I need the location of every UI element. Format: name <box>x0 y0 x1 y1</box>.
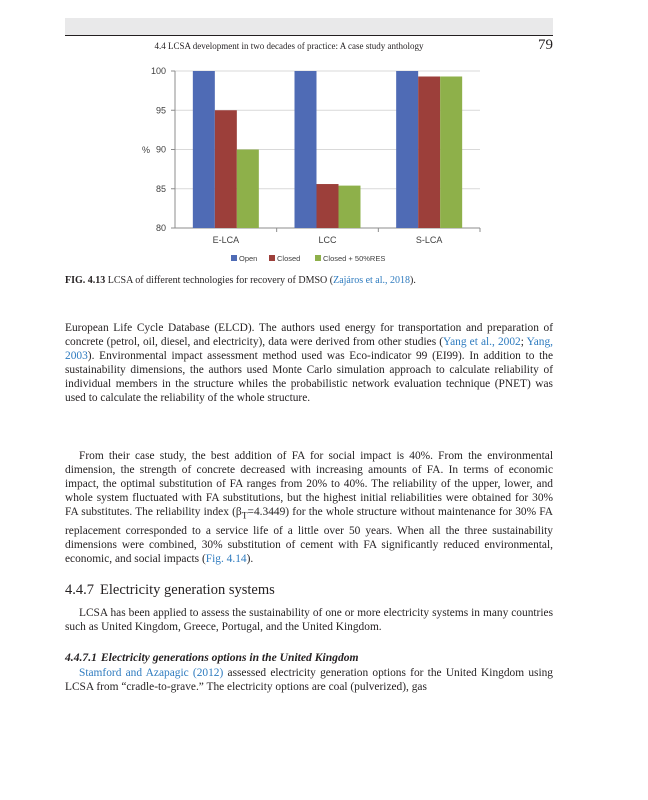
paragraph-1 <box>65 321 553 406</box>
y-tick-label-85: 85 <box>155 183 166 194</box>
page-number: 79 <box>538 37 553 53</box>
bar-s-lca-open <box>396 71 418 228</box>
para1-text-b: ). Environmental impact assessment method used was Eco-indicator 99 (EI99). In addition to the sustainability dimensions, the authors used Monte Carlo simulation approach to calculate reliability of individual members in the structure whiles the probabilistic network evaluation technique (PNET) was used to calculate the reliability of the whole structure. <box>65 350 553 405</box>
caption-citation-link[interactable]: Zajáros et al., 2018 <box>333 275 411 286</box>
para2-text-c: ). <box>246 552 254 565</box>
subsection-title: Electricity generations options in the United Kingdom <box>100 651 359 664</box>
citation-yang-2002[interactable]: Yang et al., 2002 <box>443 336 521 349</box>
y-tick-label-90: 90 <box>155 144 166 155</box>
subsection-number: 4.4.7.1 <box>65 651 97 664</box>
subsection-heading <box>65 651 359 664</box>
caption-end: ). <box>410 275 416 286</box>
figure-caption <box>65 275 416 286</box>
x-tick-label-e-lca: E-LCA <box>212 235 240 245</box>
paragraph-4 <box>65 666 553 694</box>
para1-sep: ; <box>520 336 527 349</box>
bar-e-lca-closed <box>215 110 237 228</box>
paragraph-3 <box>65 606 553 634</box>
section-number: 4.4.7 <box>65 582 94 598</box>
y-tick-label-100: 100 <box>150 66 166 76</box>
paragraph-2 <box>65 449 553 566</box>
bar-s-lca-closed-50-res <box>440 76 462 228</box>
running-head: 4.4 LCSA development in two decades of practice: A case study anthology <box>154 41 424 51</box>
bar-lcc-open <box>295 71 317 228</box>
figure-label: FIG. 4.13 <box>65 275 106 286</box>
para4-text: assessed electricity generation options for the United Kingdom using LCSA from “cradle-to-grave.” The electricity options are coal (pulverized), gas <box>65 667 554 694</box>
bar-chart <box>0 0 648 290</box>
para2-text-b: =4.3449) for the whole structure without maintenance for 30% FA replacement corresponded to a service life of a little over 50 years. When all the three sustainability dimensions were combined, 30% substitution of cement with FA significantly reduced environmental, economic, and social impacts ( <box>65 506 553 565</box>
figure-ref-link[interactable]: Fig. 4.14 <box>205 552 247 565</box>
caption-text: LCSA of different technologies for recovery of DMSO ( <box>107 275 334 286</box>
y-tick-label-80: 80 <box>155 223 166 233</box>
legend-label-1: Closed <box>277 254 301 263</box>
legend-swatch-1 <box>269 255 275 261</box>
citation-yang-2003[interactable]: Yang, 2003 <box>65 336 553 363</box>
legend-swatch-2 <box>315 255 321 261</box>
y-axis-label: % <box>141 145 151 155</box>
bar-s-lca-closed <box>418 76 440 228</box>
x-tick-label-lcc: LCC <box>318 235 337 245</box>
para2-text-a: From their case study, the best addition of FA for social impact is 40%. From the environmental dimension, the strength of concrete decreased with increasing amounts of FA. In terms of economic impact, the optimal substitution of FA ranges from 20% to 40%. The reliability of the upper, lower, and whole system fluctuated with FA substitutions, but the highest initial reliabilities were obtained for 30% FA substitutes. The reliability index (β <box>65 450 553 519</box>
bar-lcc-closed-50-res <box>339 186 361 228</box>
para2-subscript: T <box>241 511 248 522</box>
bar-e-lca-closed-50-res <box>237 150 259 229</box>
para3-text: LCSA has been applied to assess the sustainability of one or more electricity systems in many countries such as United Kingdom, Greece, Portugal, and the United Kingdom. <box>65 607 553 634</box>
section-title: Electricity generation systems <box>100 582 275 598</box>
legend-swatch-0 <box>231 255 237 261</box>
bar-lcc-closed <box>317 184 339 228</box>
section-heading <box>65 582 275 599</box>
citation-stamford-azapagic[interactable]: Stamford and Azapagic (2012) <box>79 667 224 679</box>
x-tick-label-s-lca: S-LCA <box>415 235 443 245</box>
para1-text-a: European Life Cycle Database (ELCD). The authors used energy for transportation and preparation of concrete (petrol, oil, diesel, and electricity), data were derived from other studies ( <box>65 322 553 349</box>
legend-label-2: Closed + 50%RES <box>323 254 386 263</box>
bar-e-lca-open <box>193 71 215 228</box>
legend-label-0: Open <box>239 254 258 263</box>
y-tick-label-95: 95 <box>155 105 166 116</box>
